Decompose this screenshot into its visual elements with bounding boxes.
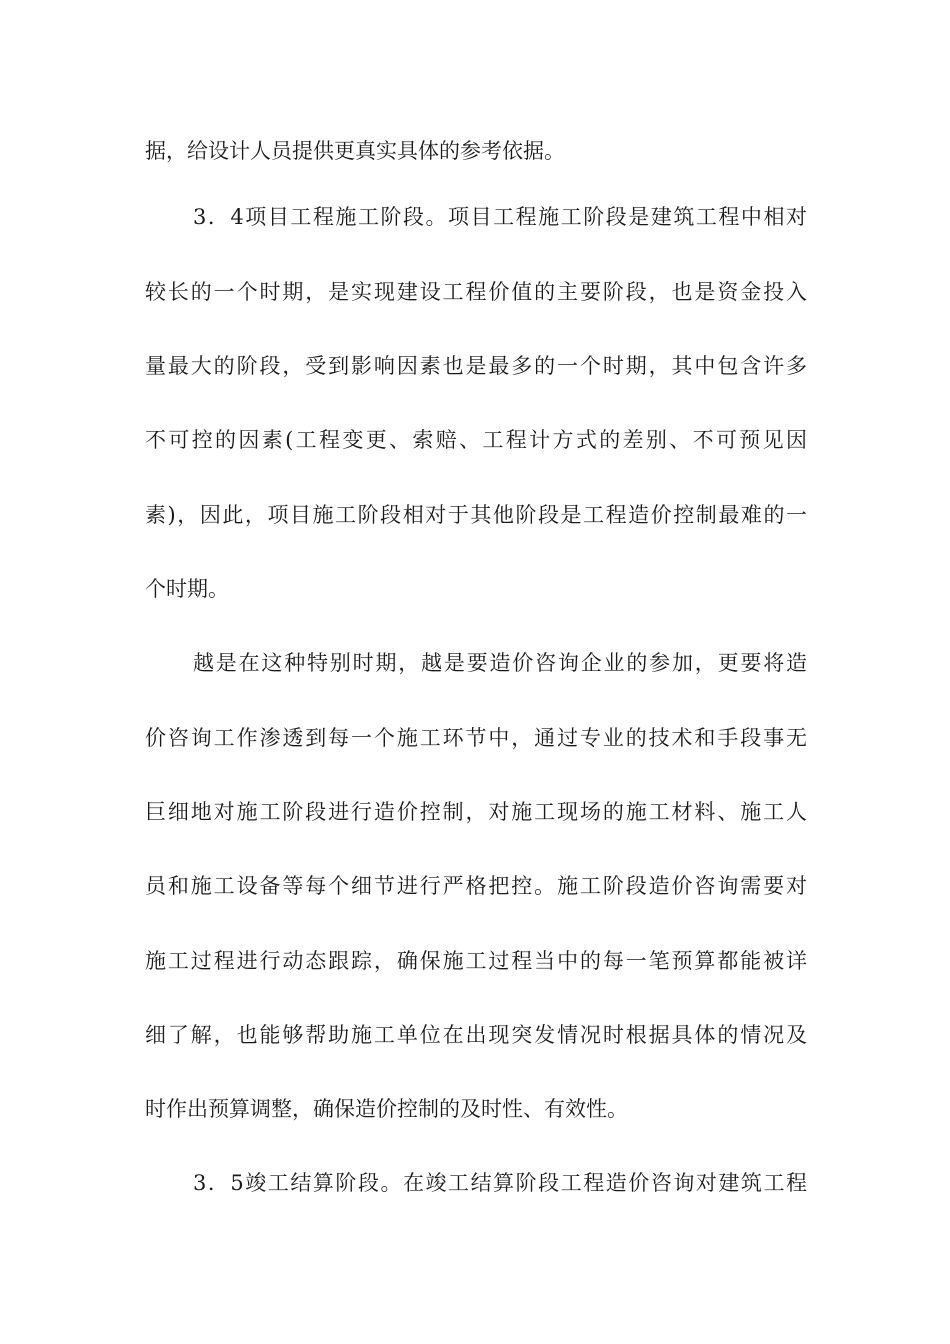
section-heading-3-5: 3．5竣工结算阶段。在竣工结算阶段工程造价咨询对建筑工程 <box>193 1171 807 1195</box>
text-line: 个时期。 <box>145 577 229 601</box>
text-line: 据，给设计人员提供更真实具体的参考依据。 <box>145 139 565 163</box>
text-line: 较长的一个时期，是实现建设工程价值的主要阶段，也是资金投入 <box>145 280 807 304</box>
text-line: 不可控的因素(工程变更、索赔、工程计方式的差别、不可预见因 <box>145 428 807 452</box>
text-line: 细了解，也能够帮助施工单位在出现突发情况时根据具体的情况及 <box>145 1023 807 1047</box>
text-line: 员和施工设备等每个细节进行严格把控。施工阶段造价咨询需要对 <box>145 874 807 898</box>
paragraph-start: 越是在这种特别时期，越是要造价咨询企业的参加，更要将造 <box>193 651 807 675</box>
text-line: 巨细地对施工阶段进行造价控制，对施工现场的施工材料、施工人 <box>145 800 807 824</box>
text-line: 价咨询工作渗透到每一个施工环节中，通过专业的技术和手段事无 <box>145 726 807 750</box>
text-line: 素)，因此，项目施工阶段相对于其他阶段是工程造价控制最难的一 <box>145 503 807 527</box>
text-line: 时作出预算调整，确保造价控制的及时性、有效性。 <box>145 1097 628 1121</box>
text-line: 施工过程进行动态跟踪，确保施工过程当中的每一笔预算都能被详 <box>145 949 807 973</box>
text-line: 量最大的阶段，受到影响因素也是最多的一个时期，其中包含许多 <box>145 354 807 378</box>
section-heading-3-4: 3．4项目工程施工阶段。项目工程施工阶段是建筑工程中相对 <box>193 205 807 229</box>
